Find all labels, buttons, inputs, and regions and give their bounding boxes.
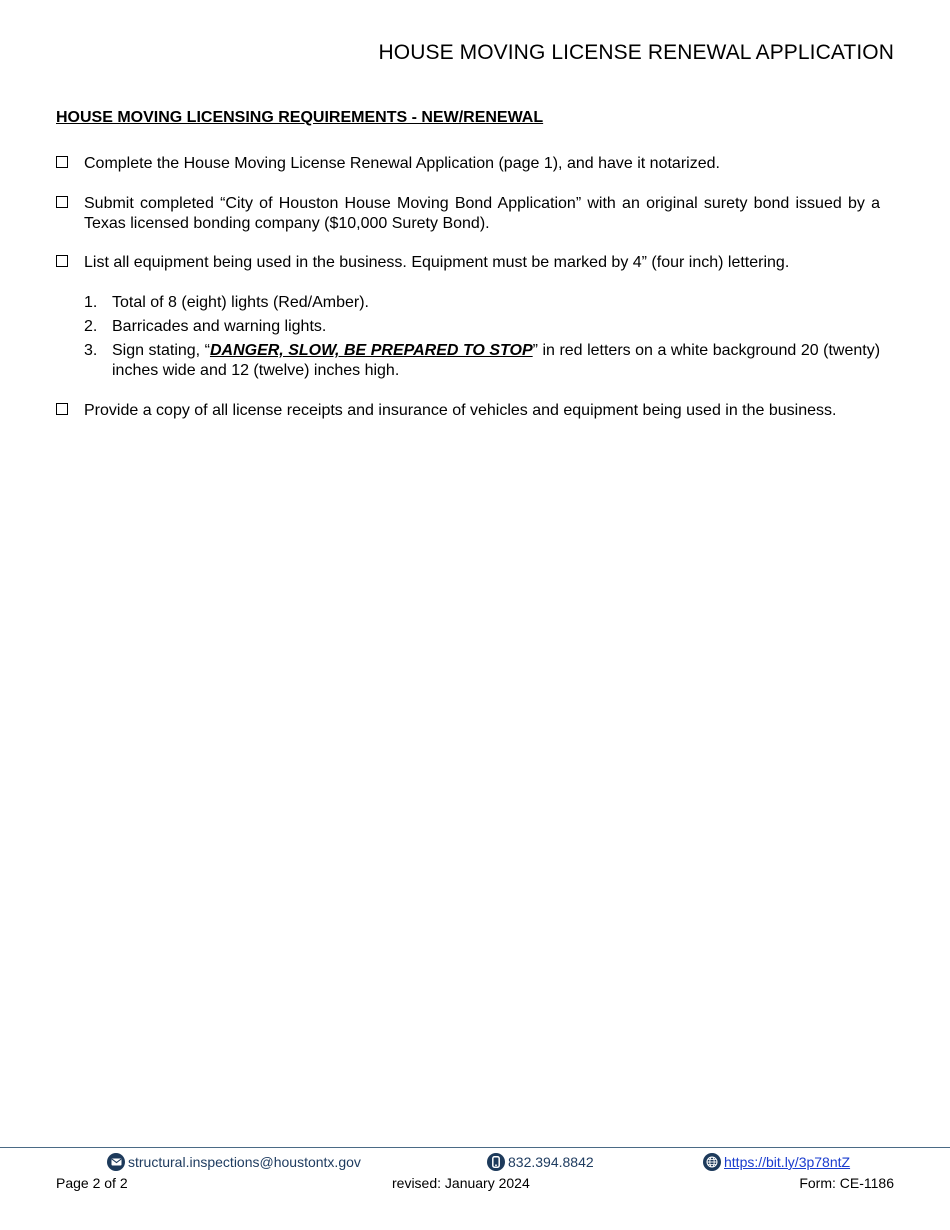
requirement-item — [56, 154, 880, 174]
footer-email — [107, 1152, 361, 1172]
requirement-item — [56, 401, 880, 421]
email-text[interactable]: structural.inspections@houstontx.gov — [128, 1154, 361, 1170]
website-link[interactable]: https://bit.ly/3p78ntZ — [724, 1154, 851, 1170]
envelope-icon — [107, 1153, 125, 1171]
revision-date: revised: January 2024 — [392, 1175, 530, 1191]
checkbox[interactable] — [56, 403, 68, 415]
danger-sign-text: DANGER, SLOW, BE PREPARED TO STOP — [209, 342, 533, 359]
requirement-item — [56, 253, 880, 273]
sign-prefix: Sign stating, “ — [112, 342, 210, 359]
requirement-item — [56, 194, 880, 233]
sign-suffix: ” in red letters on a white background 20 (twenty) inches wide and 12 (twelve) inches high. — [112, 342, 881, 379]
footer-divider — [0, 1147, 950, 1148]
checkbox[interactable] — [56, 255, 68, 267]
requirement-text: Provide a copy of all license receipts and insurance of vehicles and equipment being used in the business. — [84, 402, 837, 419]
list-number: 2. — [84, 318, 98, 335]
list-text: Total of 8 (eight) lights (Red/Amber). — [112, 294, 369, 311]
checkbox[interactable] — [56, 156, 68, 168]
phone-icon — [487, 1153, 505, 1171]
equipment-list-item — [84, 341, 880, 380]
form-number: Form: CE-1186 — [799, 1175, 894, 1191]
document-title: HOUSE MOVING LICENSE RENEWAL APPLICATION — [378, 41, 894, 64]
checkbox[interactable] — [56, 196, 68, 208]
equipment-list-item — [84, 293, 880, 313]
requirement-text: Complete the House Moving License Renewal Application (page 1), and have it notarized. — [84, 155, 720, 172]
requirement-text: List all equipment being used in the business. Equipment must be marked by 4” (four inch) lettering. — [84, 254, 790, 271]
globe-icon — [703, 1153, 721, 1171]
list-text: Barricades and warning lights. — [112, 318, 327, 335]
phone-text[interactable]: 832.394.8842 — [508, 1154, 594, 1170]
list-number: 1. — [84, 294, 98, 311]
section-heading: HOUSE MOVING LICENSING REQUIREMENTS - NEW/RENEWAL — [56, 109, 544, 126]
requirement-text: Submit completed “City of Houston House Moving Bond Application” with an original surety bond issued by a Texas licensed bonding company ($10,000 Surety Bond). — [84, 195, 880, 232]
footer-phone — [487, 1152, 594, 1172]
footer-website — [703, 1152, 850, 1172]
list-number: 3. — [84, 342, 98, 359]
list-text — [112, 341, 880, 380]
equipment-list-item — [84, 317, 880, 337]
page-number: Page 2 of 2 — [56, 1175, 128, 1191]
